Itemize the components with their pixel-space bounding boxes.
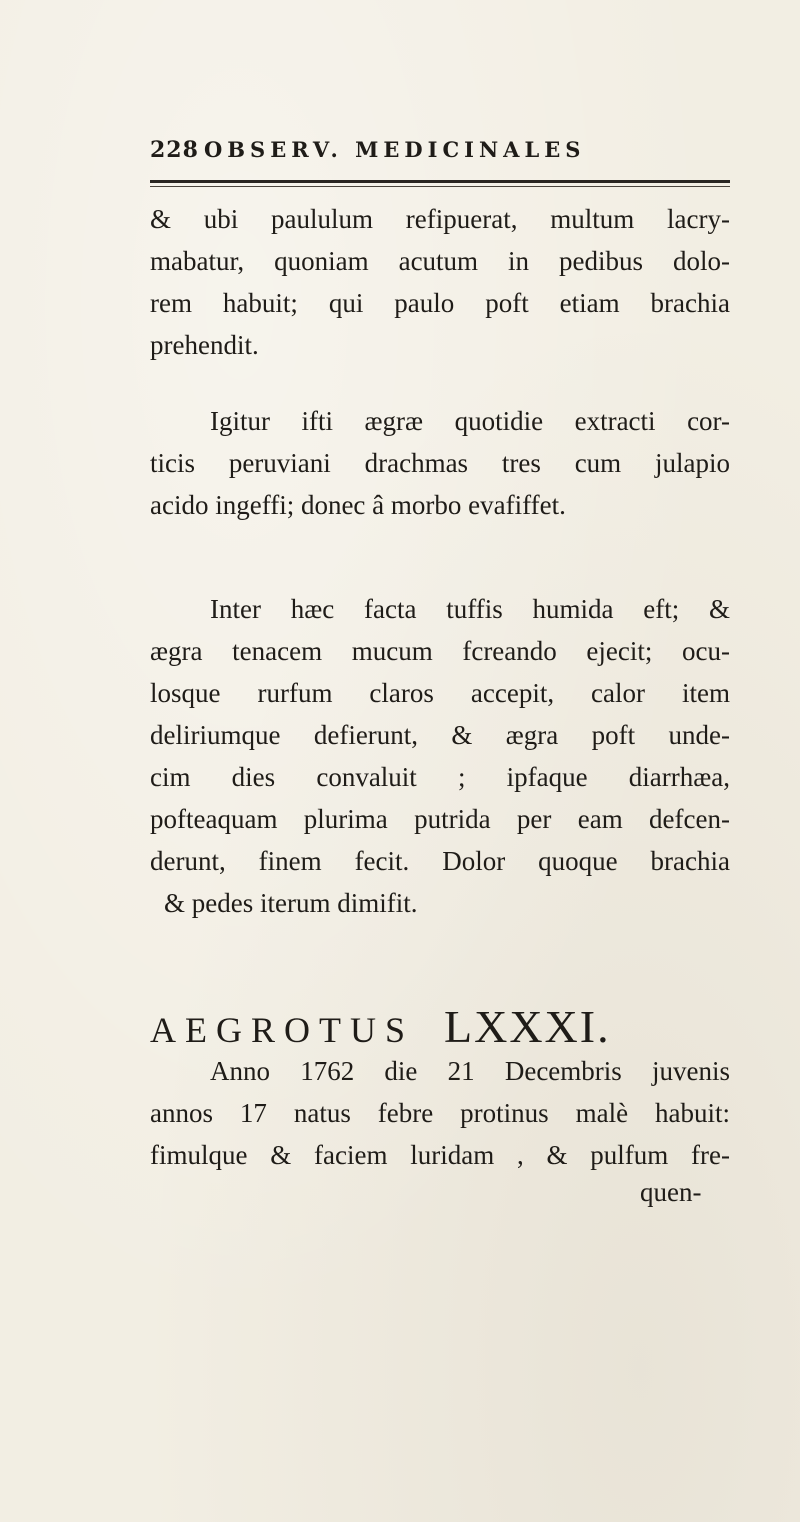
text-line: ægra tenacem mucum fcreando ejecit; ocu- [150,636,730,666]
running-head: OBSERV. MEDICINALES [204,137,586,162]
paragraph-3 [150,588,730,924]
text-line: acido ingeffi; donec â morbo evafiffet. [150,490,566,520]
text-line: derunt, finem fecit. Dolor quoque brachia [150,846,730,876]
text-line: deliriumque defierunt, & ægra poft unde- [150,720,730,750]
text-line: mabatur, quoniam acutum in pedibus dolo- [150,246,730,276]
case-heading-word: AEGROTUS [150,1010,415,1050]
page-number: 228 [150,137,199,163]
text-line: annos 17 natus febre protinus malè habuit: [150,1098,730,1128]
text-line: pofteaquam plurima putrida per eam defcen- [150,804,730,834]
text-line: & pedes iterum dimifit. [164,888,418,918]
case-heading-number: LXXXI. [444,1001,611,1052]
text-line: Igitur ifti ægræ quotidie extracti cor- [210,406,730,436]
paragraph-1 [150,198,730,366]
text-line: losque rurfum claros accepit, calor item [150,678,730,708]
text-line: cim dies convaluit ; ipfaque diarrhæa, [150,762,730,792]
header-rule-thin [150,186,730,187]
text-line: Anno 1762 die 21 Decembris juvenis [210,1056,730,1086]
text-line: Inter hæc facta tuffis humida eft; & [210,594,730,624]
page-header [150,137,730,177]
catchword: quen- [640,1177,702,1207]
paragraph-4 [150,1050,730,1176]
text-line: rem habuit; qui paulo poft etiam brachia [150,288,730,318]
text-line: & ubi paululum refipuerat, multum lacry- [150,204,730,234]
text-line: fimulque & faciem luridam , & pulfum fre- [150,1140,730,1170]
text-line: ticis peruviani drachmas tres cum julapio [150,448,730,478]
header-rule [150,180,730,183]
paragraph-2 [150,400,730,526]
case-heading [150,1000,730,1050]
text-line: prehendit. [150,330,259,360]
